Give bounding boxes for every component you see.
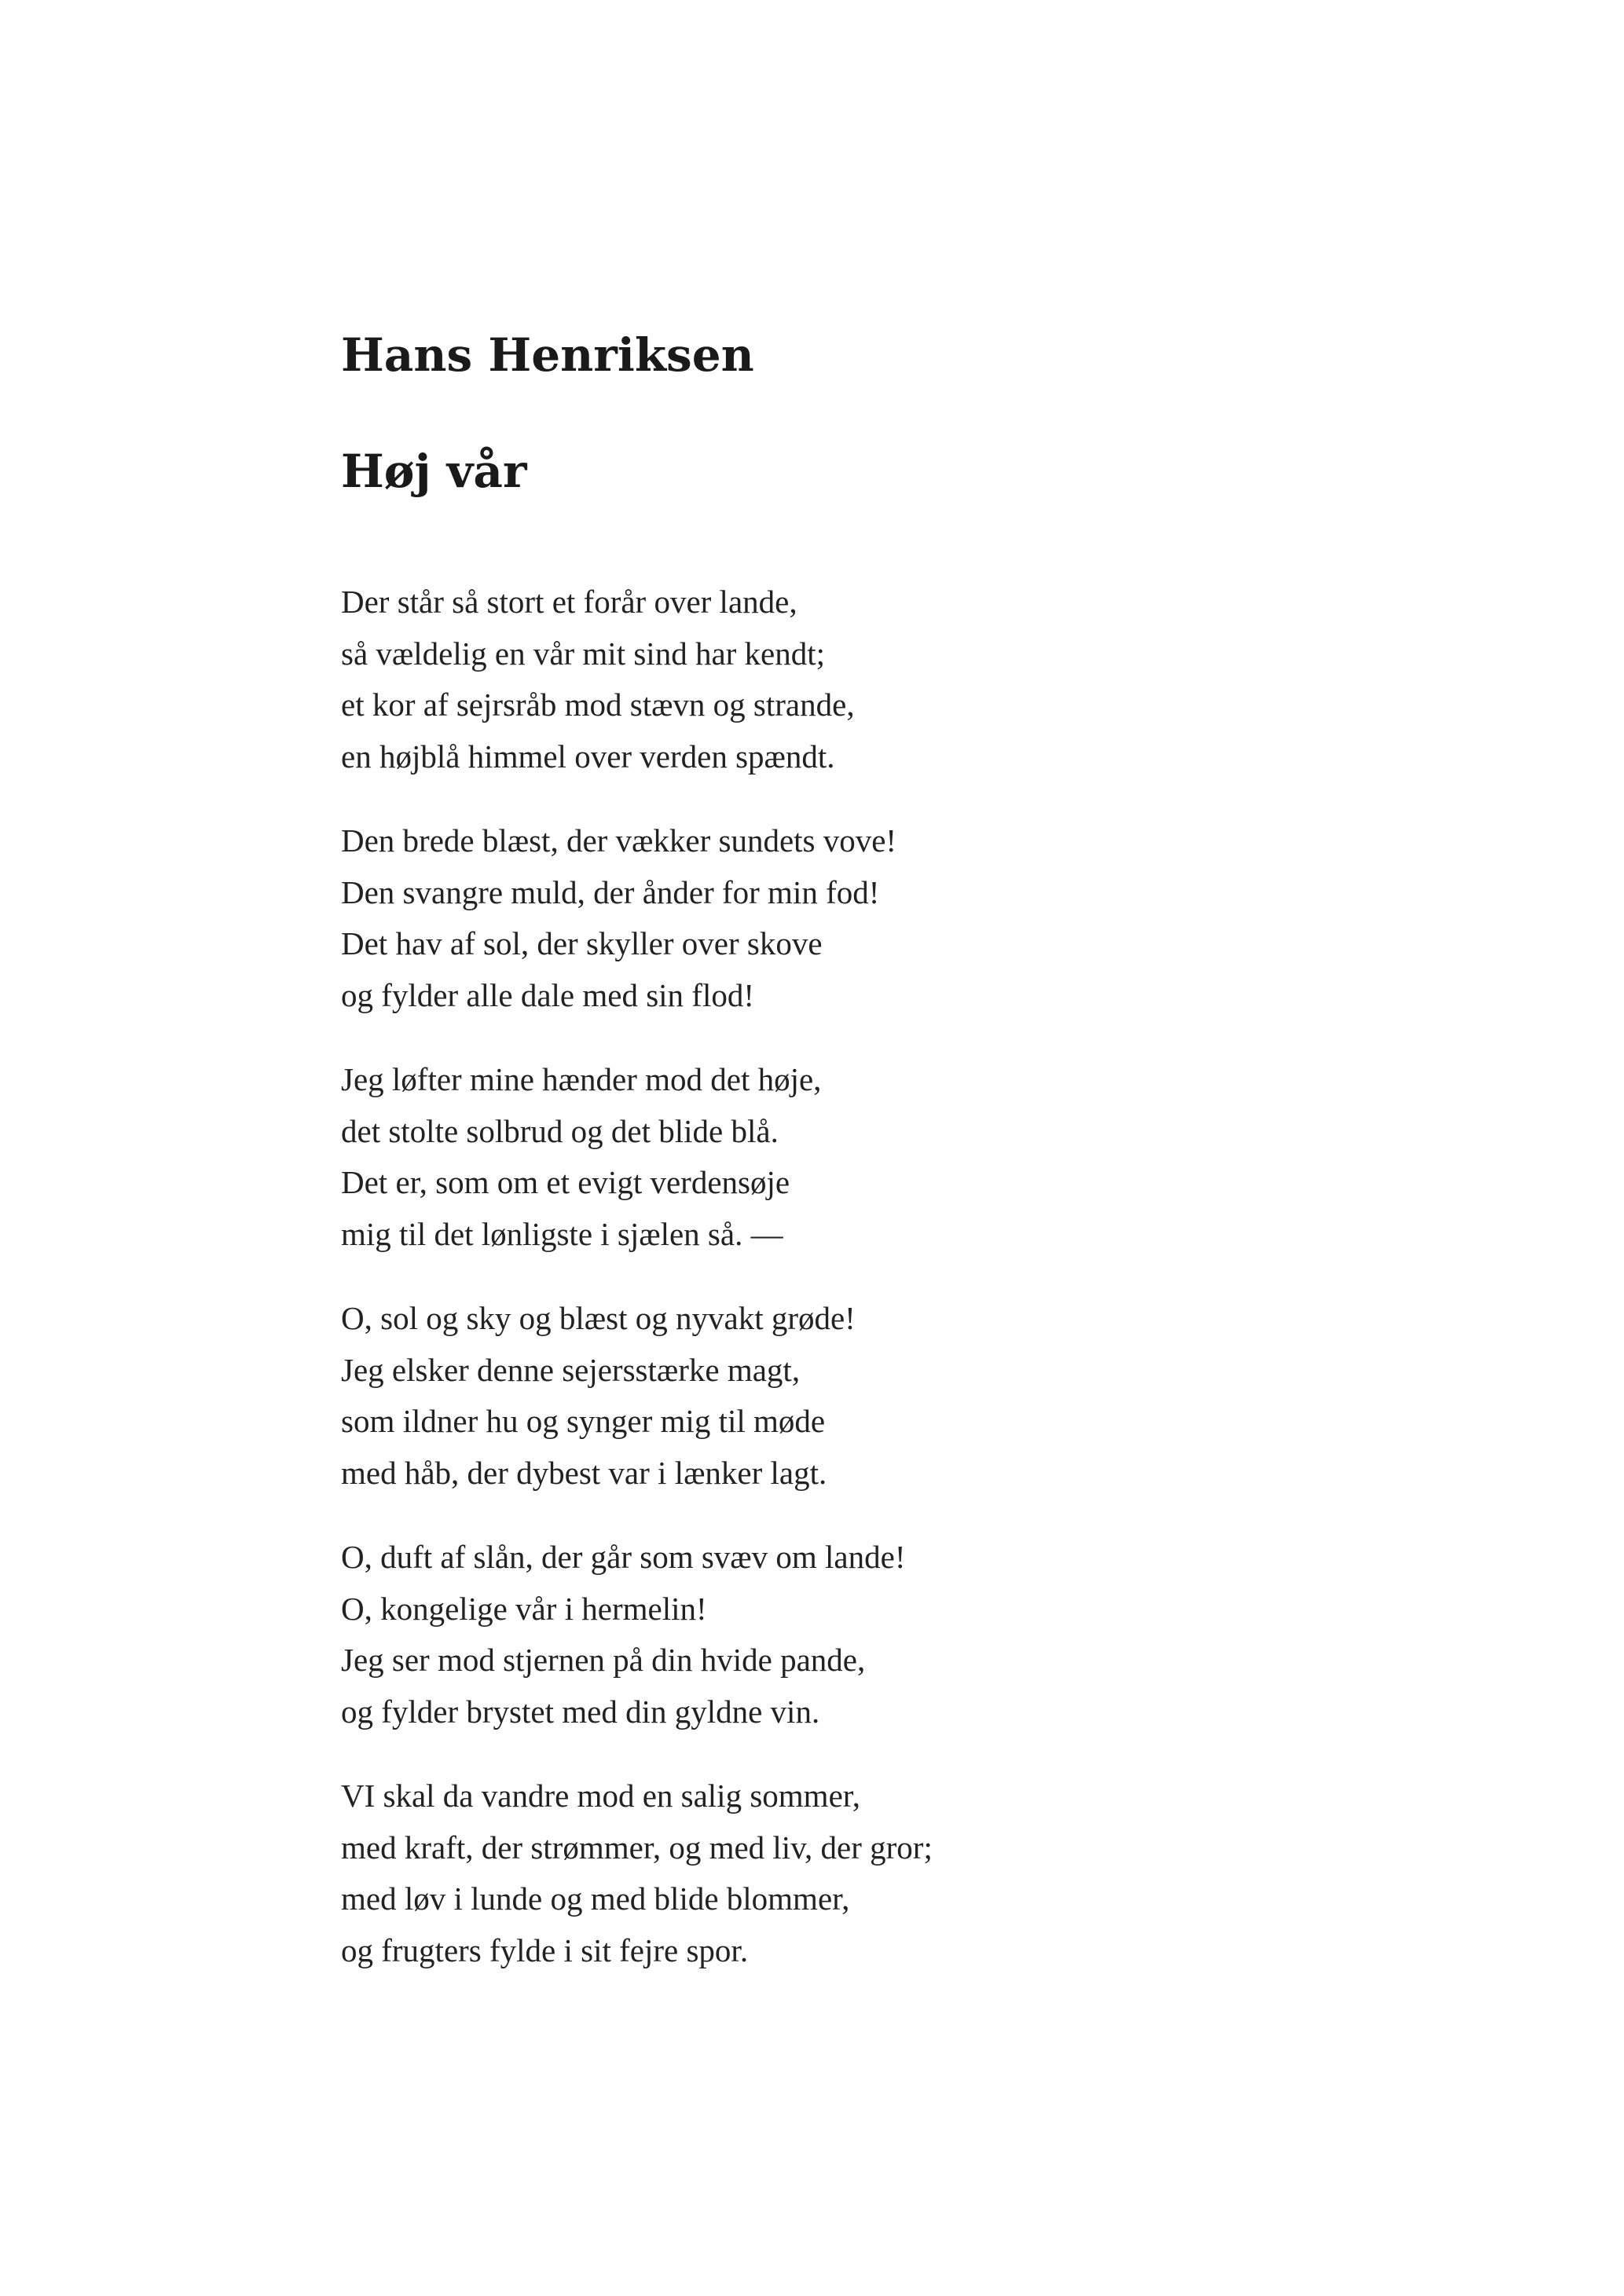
- author-heading: Hans Henriksen: [341, 328, 754, 382]
- poem-line: som ildner hu og synger mig til møde: [341, 1403, 826, 1439]
- poem-line: med håb, der dybest var i lænker lagt.: [341, 1454, 827, 1491]
- poem-line: Der står så stort et forår over lande,: [341, 584, 797, 620]
- stanza: [341, 1293, 933, 1499]
- poem-line: og frugters fylde i sit fejre spor.: [341, 1932, 749, 1968]
- poem-line: så vældelig en vår mit sind har kendt;: [341, 635, 826, 672]
- poem-title: Høj vår: [341, 445, 527, 498]
- poem-line: et kor af sejrsråb mod stævn og strande,: [341, 687, 855, 723]
- poem-line: og fylder brystet med din gyldne vin.: [341, 1693, 820, 1730]
- poem-line: Jeg elsker denne sejersstærke magt,: [341, 1351, 801, 1388]
- poem-line: Jeg løfter mine hænder mod det høje,: [341, 1061, 822, 1097]
- poem-line: Den svangre muld, der ånder for min fod!: [341, 873, 880, 910]
- stanza: [341, 1771, 933, 1976]
- stanza: [341, 815, 933, 1021]
- poem-line: VI skal da vandre mod en salig sommer,: [341, 1778, 861, 1814]
- poem-line: O, sol og sky og blæst og nyvakt grøde!: [341, 1300, 856, 1336]
- stanza: [341, 1054, 933, 1260]
- poem-line: Det hav af sol, der skyller over skove: [341, 925, 823, 961]
- stanza: [341, 577, 933, 782]
- stanza: [341, 1532, 933, 1738]
- poem-line: Den brede blæst, der vækker sundets vove!: [341, 822, 897, 859]
- poem-line: og fylder alle dale med sin flod!: [341, 976, 754, 1013]
- poem-line: Det er, som om et evigt verdensøje: [341, 1164, 790, 1200]
- poem-line: en højblå himmel over verden spændt.: [341, 738, 835, 774]
- poem-line: Jeg ser mod stjernen på din hvide pande,: [341, 1642, 866, 1678]
- poem-body: [341, 577, 933, 2009]
- poem-line: med løv i lunde og med blide blommer,: [341, 1880, 850, 1917]
- poem-line: O, duft af slån, der går som svæv om lande!: [341, 1539, 906, 1575]
- poem-line: med kraft, der strømmer, og med liv, der gror;: [341, 1829, 933, 1866]
- poem-line: mig til det lønligste i sjælen så. —: [341, 1215, 783, 1252]
- poem-line: O, kongelige vår i hermelin!: [341, 1590, 707, 1627]
- poem-line: det stolte solbrud og det blide blå.: [341, 1112, 779, 1149]
